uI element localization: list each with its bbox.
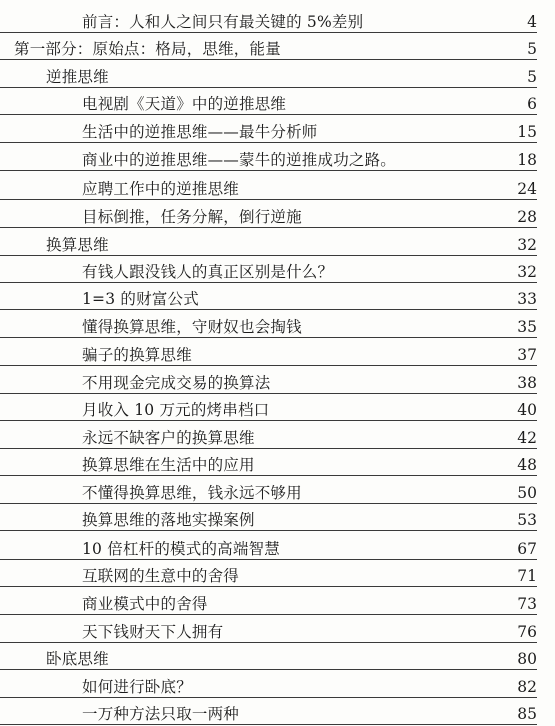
toc-entry [0, 590, 537, 615]
toc-entry-page: 15 [517, 123, 537, 141]
toc-entry-page: 85 [517, 705, 537, 723]
toc-entry [0, 562, 537, 587]
toc-entry-page: 48 [517, 456, 537, 474]
toc-entry-title: 天下钱财天下人拥有 [82, 623, 224, 641]
toc-entry [0, 313, 537, 338]
toc-entry-page: 53 [517, 511, 537, 529]
toc-entry [0, 700, 537, 725]
toc-entry-title: 换算思维 [46, 236, 109, 254]
toc-entry [0, 369, 537, 394]
toc-entry [0, 341, 537, 366]
toc-entry-page: 18 [517, 151, 537, 169]
toc-entry-page: 71 [517, 567, 537, 585]
toc-entry-title: 第一部分：原始点：格局，思维，能量 [14, 40, 281, 58]
toc-entry-page: 5 [527, 68, 537, 86]
toc-entry-page: 24 [517, 180, 537, 198]
toc-entry-title: 应聘工作中的逆推思维 [82, 180, 240, 198]
toc-entry-title: 换算思维在生活中的应用 [82, 456, 255, 474]
toc-entry-page: 37 [517, 346, 537, 364]
toc-entry-title: 10 倍杠杆的模式的高端智慧 [82, 540, 280, 558]
toc-entry [0, 396, 537, 421]
toc-entry-page: 80 [517, 650, 537, 668]
toc-entry-title: 商业模式中的舍得 [82, 595, 208, 613]
toc-entry [0, 673, 537, 698]
toc-entry-page: 40 [517, 401, 537, 419]
toc-entry-title: 生活中的逆推思维——最牛分析师 [82, 123, 318, 141]
toc-entry-title: 商业中的逆推思维——蒙牛的逆推成功之路。 [82, 151, 397, 169]
toc-entry [0, 35, 537, 60]
toc-entry [0, 203, 537, 228]
toc-entry-title: 电视剧《天道》中的逆推思维 [82, 95, 287, 113]
toc-entry [0, 231, 537, 256]
toc-entry-title: 不懂得换算思维，钱永远不够用 [82, 484, 302, 502]
toc-entry [0, 90, 537, 115]
toc-entry [0, 146, 537, 171]
toc-entry-page: 4 [527, 13, 537, 31]
toc-entry [0, 506, 537, 531]
toc-entry [0, 618, 537, 643]
toc-entry [0, 8, 537, 33]
toc-entry-title: 换算思维的落地实操案例 [82, 511, 255, 529]
toc-entry-title: 前言：人和人之间只有最关键的 5%差别 [82, 13, 364, 31]
toc-entry-title: 懂得换算思维，守财奴也会掏钱 [82, 318, 302, 336]
toc-entry-title: 永远不缺客户的换算思维 [82, 429, 255, 447]
toc-entry-page: 82 [517, 678, 537, 696]
toc-entry-page: 35 [517, 318, 537, 336]
toc-entry-page: 38 [517, 374, 537, 392]
toc-entry-title: 1=3 的财富公式 [82, 290, 199, 308]
toc-entry [0, 451, 537, 476]
toc-entry-page: 73 [517, 595, 537, 613]
toc-entry-page: 67 [517, 540, 537, 558]
toc-entry [0, 479, 537, 504]
toc-entry-page: 50 [517, 484, 537, 502]
toc-entry-page: 32 [517, 263, 537, 281]
toc-entry [0, 118, 537, 143]
toc-entry-title: 月收入 10 万元的烤串档口 [82, 401, 270, 419]
toc-entry-page: 6 [527, 95, 537, 113]
toc-entry-page: 76 [517, 623, 537, 641]
toc-entry-title: 有钱人跟没钱人的真正区别是什么？ [82, 263, 334, 281]
toc-entry-page: 5 [527, 40, 537, 58]
toc-entry [0, 645, 537, 670]
toc-entry-title: 目标倒推，任务分解，倒行逆施 [82, 208, 302, 226]
toc-entry-title: 逆推思维 [46, 68, 109, 86]
toc-entry [0, 535, 537, 560]
toc-entry-title: 不用现金完成交易的换算法 [82, 374, 271, 392]
toc-entry-title: 如何进行卧底？ [82, 678, 192, 696]
toc-entry-page: 42 [517, 429, 537, 447]
toc-entry-title: 骗子的换算思维 [82, 346, 192, 364]
toc-entry-title: 卧底思维 [46, 650, 109, 668]
toc-entry-page: 33 [517, 290, 537, 308]
toc-entry-title: 互联网的生意中的舍得 [82, 567, 240, 585]
toc-entry [0, 285, 537, 310]
toc-entry-page: 28 [517, 208, 537, 226]
toc-entry [0, 258, 537, 283]
toc-entry-page: 32 [517, 236, 537, 254]
toc-entry-title: 一万种方法只取一两种 [82, 705, 240, 723]
toc-entry [0, 175, 537, 200]
toc-entry [0, 63, 537, 88]
toc-entry [0, 424, 537, 449]
